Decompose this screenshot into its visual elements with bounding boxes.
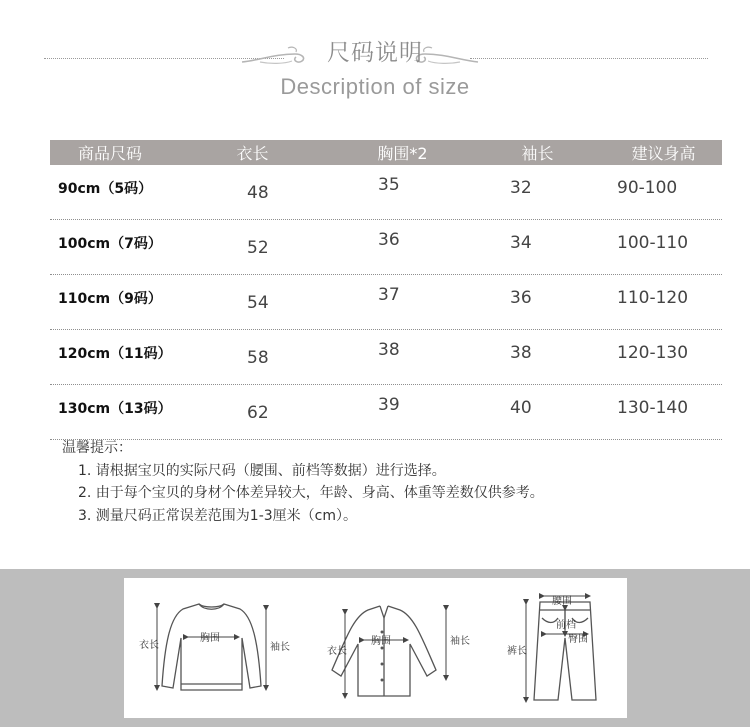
cell-size: 120cm（11码） <box>58 346 172 362</box>
cell-chest: 37 <box>378 285 400 305</box>
sweater-icon <box>162 604 261 690</box>
cell-length: 52 <box>247 238 269 258</box>
tip-item: 3. 测量尺码正常误差范围为1-3厘米（cm）。 <box>78 507 358 524</box>
page-subtitle: Description of size <box>280 74 470 99</box>
cell-size: 130cm（13码） <box>58 401 172 417</box>
tips-title: 温馨提示： <box>62 440 132 456</box>
table-header <box>50 140 722 165</box>
sweater-length-label: 衣长 <box>139 640 159 651</box>
pants-front-rise-label: 前档 <box>556 620 576 631</box>
cell-size: 90cm（5码） <box>58 181 153 197</box>
table-row <box>50 330 722 385</box>
table-row <box>50 220 722 275</box>
cell-sleeve: 40 <box>510 398 532 418</box>
shirt-sleeve-label: 袖长 <box>450 636 470 647</box>
shirt-icon <box>332 606 436 696</box>
pants-length-label: 裤长 <box>507 646 527 657</box>
header-size: 商品尺码 <box>77 144 142 163</box>
cell-sleeve: 38 <box>510 343 532 363</box>
header-chest: 胸围*2 <box>377 144 428 163</box>
cell-height: 90-100 <box>617 178 678 198</box>
cell-length: 58 <box>247 348 269 368</box>
pants-hip-label: 臀围 <box>568 634 588 645</box>
cell-chest: 39 <box>378 395 400 415</box>
cell-length: 48 <box>247 183 269 203</box>
size-table <box>50 140 722 440</box>
sweater-sleeve-label: 袖长 <box>270 642 290 653</box>
header-length: 衣长 <box>236 144 269 163</box>
cell-height: 110-120 <box>617 288 689 308</box>
page-title: 尺码说明 <box>327 40 423 66</box>
table-row <box>50 385 722 440</box>
cell-chest: 38 <box>378 340 400 360</box>
cell-size: 100cm（7码） <box>58 236 162 252</box>
cell-length: 62 <box>247 403 269 423</box>
shirt-chest-label: 胸围 <box>371 636 391 647</box>
shirt-length-label: 衣长 <box>327 646 347 657</box>
cell-height: 100-110 <box>617 233 689 253</box>
tip-item: 1. 请根据宝贝的实际尺码（腰围、前档等数据）进行选择。 <box>78 462 446 479</box>
sweater-chest-label: 胸围 <box>200 633 220 644</box>
measurement-diagram <box>124 578 627 718</box>
cell-sleeve: 32 <box>510 178 532 198</box>
header-sleeve: 袖长 <box>521 144 554 163</box>
cell-height: 130-140 <box>617 398 689 418</box>
table-row <box>50 275 722 330</box>
cell-chest: 36 <box>378 230 400 250</box>
cell-sleeve: 36 <box>510 288 532 308</box>
cell-length: 54 <box>247 293 269 313</box>
tip-item: 2. 由于每个宝贝的身材个体差异较大，年龄、身高、体重等差数仅供参考。 <box>78 485 544 501</box>
pants-waist-label: 腰围 <box>552 596 572 607</box>
header-height: 建议身高 <box>631 144 696 163</box>
cell-chest: 35 <box>378 175 400 195</box>
cell-height: 120-130 <box>617 343 689 363</box>
size-header <box>0 0 750 110</box>
measurement-diagram-svg <box>124 578 627 718</box>
tips-section <box>62 437 544 527</box>
table-row <box>50 165 722 220</box>
cell-size: 110cm（9码） <box>58 291 162 307</box>
cell-sleeve: 34 <box>510 233 532 253</box>
